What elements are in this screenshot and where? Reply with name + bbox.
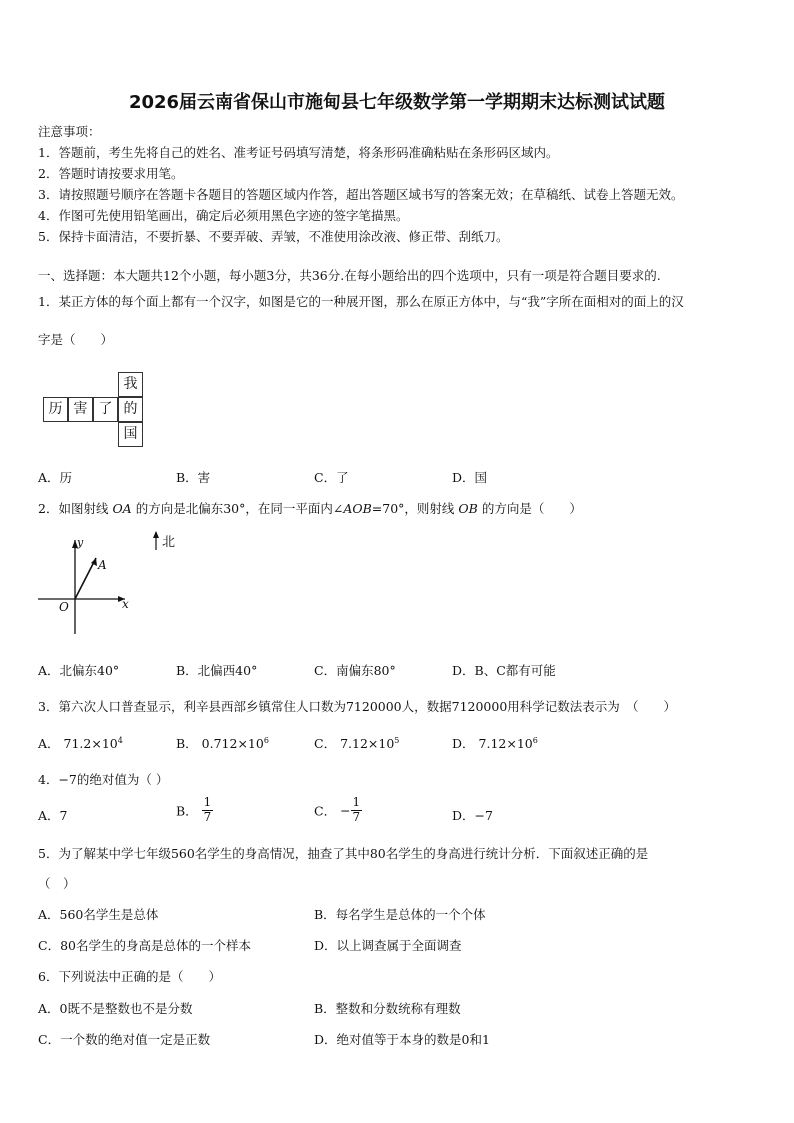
note-item: 3．请按照题号顺序在答题卡各题目的答题区域内作答，超出答题区域书写的答案无效；在草稿纸、试卷上答题无效。	[38, 187, 684, 202]
option-b[interactable]: B． $0.712\times 10^6$	[176, 735, 269, 751]
notes-heading: 注意事项：	[38, 124, 101, 139]
axis-label-y: y	[77, 536, 84, 549]
direction-figure	[30, 528, 200, 646]
note-item: 2．答题时请按要求用笔。	[38, 166, 184, 181]
question-5-stem-cont: （ ）	[38, 876, 76, 891]
page-title: 2026届云南省保山市施甸县七年级数学第一学期期末达标测试试题	[128, 92, 666, 113]
note-item: 4．作图可先使用铅笔画出，确定后必须用黑色字迹的签字笔描黑。	[38, 208, 409, 223]
question-2-stem: 2．如图射线 OA 的方向是北偏东30°，在同一平面内∠AOB=70°，则射线 OB 的方向是（ ）	[38, 501, 582, 516]
option-d[interactable]: D．绝对值等于本身的数是0和1	[314, 1032, 490, 1047]
axis-label-x: x	[122, 597, 129, 611]
option-d[interactable]: D．B、C都有可能	[452, 663, 556, 678]
fraction: $\frac{1}{7}$	[352, 795, 361, 824]
option-b[interactable]: B．每名学生是总体的一个个体	[314, 907, 486, 922]
option-a[interactable]: A．0既不是整数也不是分数	[38, 1001, 193, 1016]
option-b[interactable]: B．整数和分数统称有理数	[314, 1001, 461, 1016]
option-d[interactable]: D．以上调查属于全面调查	[314, 938, 462, 953]
question-1-stem-cont: 字是（ ）	[38, 332, 114, 347]
option-c[interactable]: C．南偏东80°	[314, 663, 396, 678]
point-label-a: A	[98, 558, 107, 572]
option-b[interactable]: B． $\frac{1}{7}$	[176, 795, 212, 824]
net-cell-hai: 害	[68, 397, 93, 422]
option-c[interactable]: C． $7.12\times 10^5$	[314, 735, 400, 751]
option-a[interactable]: A．北偏东40°	[38, 663, 120, 678]
net-cell-le: 了	[93, 397, 118, 422]
point-label-o: O	[59, 600, 69, 614]
net-cell-guo: 国	[118, 422, 143, 447]
option-d[interactable]: D． $7.12\times 10^6$	[452, 735, 538, 751]
question-5-stem: 5．为了解某中学七年级560名学生的身高情况，抽查了其中80名学生的身高进行统计分析．下面叙述正确的是	[38, 846, 649, 861]
option-a[interactable]: A． $71.2\times 10^4$	[38, 735, 123, 751]
question-4-stem: 4．−7的绝对值为（ ）	[38, 772, 169, 787]
option-a[interactable]: A．7	[38, 808, 68, 823]
fraction: $\frac{1}{7}$	[203, 795, 212, 824]
option-d[interactable]: D．−7	[452, 808, 493, 823]
option-d[interactable]: D．国	[452, 470, 488, 485]
net-cell-li: 历	[43, 397, 68, 422]
question-3-stem: 3．第六次人口普查显示，利辛县西部乡镇常住人口数为7120000人，数据7120000用科学记数法表示为 （ ）	[38, 699, 677, 714]
option-c[interactable]: C．80名学生的身高是总体的一个样本	[38, 938, 251, 953]
question-1-stem: 1．某正方体的每个面上都有一个汉字，如图是它的一种展开图，那么在原正方体中，与“我”字所在面相对的面上的汉	[38, 294, 684, 309]
option-c[interactable]: C． − $\frac{1}{7}$	[314, 795, 361, 824]
section-heading: 一、选择题：本大题共12个小题，每小题3分，共36分.在每小题给出的四个选项中，只有一项是符合题目要求的.	[38, 268, 661, 283]
option-a[interactable]: A．560名学生是总体	[38, 907, 159, 922]
option-a[interactable]: A．历	[38, 470, 73, 485]
net-cell-wo: 我	[118, 372, 143, 397]
note-item: 1．答题前，考生先将自己的姓名、准考证号码填写清楚，将条形码准确粘贴在条形码区域内。	[38, 145, 559, 160]
north-label: 北	[162, 535, 176, 550]
option-b[interactable]: B．北偏西40°	[176, 663, 258, 678]
note-item: 5．保持卡面清洁，不要折暴、不要弄破、弄皱，不准使用涂改液、修正带、刮纸刀。	[38, 229, 509, 244]
option-b[interactable]: B．害	[176, 470, 211, 485]
option-c[interactable]: C．了	[314, 470, 349, 485]
question-6-stem: 6．下列说法中正确的是（ ）	[38, 969, 221, 984]
option-c[interactable]: C．一个数的绝对值一定是正数	[38, 1032, 211, 1047]
net-cell-de: 的	[118, 397, 143, 422]
